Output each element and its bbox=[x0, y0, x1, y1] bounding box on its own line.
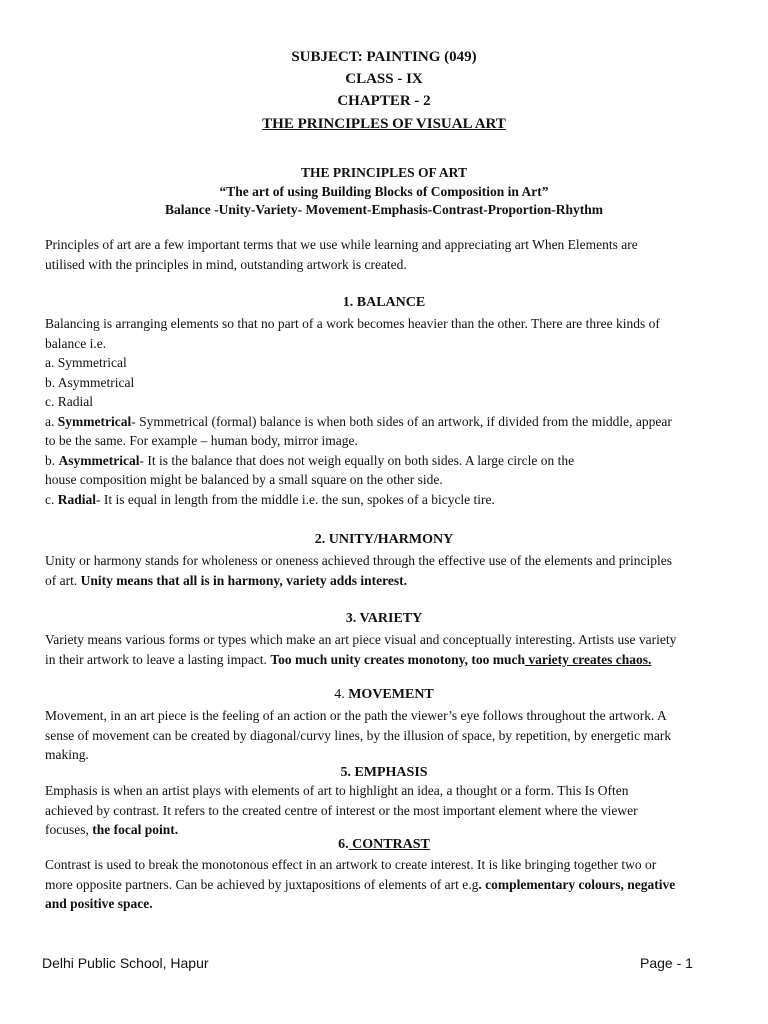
balance-item-a: a. Symmetrical bbox=[45, 355, 127, 370]
sym-prefix: a. bbox=[45, 413, 58, 429]
intro-line: Principles of art are a few important terms that we use while learning and appreciating art When Elements are bbox=[45, 237, 638, 252]
movement-line: sense of movement can be created by diagonal/curvy lines, by the illusion of space, by repetition, by energetic mark bbox=[45, 727, 672, 743]
unity-bold: Unity means that all is in harmony, variety adds interest. bbox=[80, 572, 407, 588]
radial-definition bbox=[45, 490, 725, 510]
unity-line: Unity or harmony stands for wholeness or oneness achieved through the effective use of the elements and principles bbox=[45, 553, 672, 568]
unity-line bbox=[45, 571, 725, 591]
principles-heading: THE PRINCIPLES OF ART bbox=[301, 165, 467, 180]
contrast-line bbox=[45, 875, 725, 895]
rad-text: - It is equal in length from the middle i.e. the sun, spokes of a bicycle tire. bbox=[96, 491, 495, 507]
balance-line: balance i.e. bbox=[45, 335, 107, 351]
symmetrical-definition-cont: to be the same. For example – human body, mirror image. bbox=[45, 433, 358, 448]
movement-heading bbox=[0, 685, 768, 705]
movement-line: making. bbox=[45, 747, 89, 762]
intro-paragraph bbox=[45, 235, 725, 274]
emphasis-line: Emphasis is when an artist plays with elements of art to highlight an idea, a thought or a form. This Is Often bbox=[45, 783, 629, 798]
variety-section bbox=[45, 630, 725, 669]
variety-plain: in their artwork to leave a lasting impact. bbox=[45, 651, 271, 667]
variety-bold-underlined: variety creates chaos. bbox=[524, 651, 652, 667]
footer-page-number: Page - 1 bbox=[640, 955, 693, 971]
unity-heading: 2. UNITY/HARMONY bbox=[314, 532, 454, 547]
principles-quote: “The art of using Building Blocks of Composition in Art” bbox=[219, 184, 549, 199]
page-title-text: THE PRINCIPLES OF VISUAL ART bbox=[262, 116, 506, 132]
footer-school: Delhi Public School, Hapur bbox=[42, 955, 209, 971]
contrast-bold: and positive space. bbox=[45, 896, 153, 911]
emphasis-bold: the focal point. bbox=[92, 822, 179, 837]
subject-heading: SUBJECT: PAINTING (049) bbox=[291, 49, 477, 65]
variety-bold: Too much unity creates monotony, too much bbox=[270, 651, 525, 667]
movement-section bbox=[45, 706, 725, 765]
contrast-line: Contrast is used to break the monotonous effect in an artwork to create interest. It is like bringing together two or bbox=[45, 857, 657, 872]
contrast-heading bbox=[0, 835, 768, 855]
balance-heading: 1. BALANCE bbox=[342, 295, 426, 310]
contrast-section bbox=[45, 855, 725, 914]
intro-line: utilised with the principles in mind, outstanding artwork is created. bbox=[45, 256, 407, 272]
balance-line: Balancing is arranging elements so that no part of a work becomes heavier than the other. There are three kinds of bbox=[45, 316, 660, 331]
asymmetrical-definition-cont: house composition might be balanced by a small square on the other side. bbox=[45, 472, 443, 487]
movement-num: 4. bbox=[334, 687, 349, 702]
asymmetrical-definition bbox=[45, 451, 725, 471]
contrast-line bbox=[45, 894, 725, 914]
balance-item-b: b. Asymmetrical bbox=[45, 374, 135, 390]
symmetrical-definition bbox=[45, 412, 725, 432]
page-title bbox=[0, 113, 768, 135]
asym-term: Asymmetrical bbox=[58, 452, 140, 468]
variety-line bbox=[45, 650, 725, 670]
sym-text: - Symmetrical (formal) balance is when both sides of an artwork, if divided from the middle, appear bbox=[131, 413, 672, 429]
contrast-word: CONTRAST bbox=[348, 837, 430, 852]
unity-plain: of art. bbox=[45, 572, 81, 588]
asym-prefix: b. bbox=[45, 452, 59, 468]
class-heading: CLASS - IX bbox=[345, 71, 423, 87]
emphasis-plain: focuses, bbox=[45, 822, 93, 837]
balance-item-c: c. Radial bbox=[45, 394, 93, 409]
asym-text: - It is the balance that does not weigh equally on both sides. A large circle on the bbox=[139, 452, 575, 468]
movement-line: Movement, in an art piece is the feeling of an action or the path the viewer’s eye follows throughout the artwork. A bbox=[45, 708, 667, 723]
rad-term: Radial bbox=[57, 491, 97, 507]
variety-line: Variety means various forms or types which make an art piece visual and conceptually interesting. Artists use variety bbox=[45, 632, 677, 647]
contrast-num: 6. bbox=[338, 837, 349, 852]
principles-list: Balance -Unity-Variety- Movement-Emphasis-Contrast-Proportion-Rhythm bbox=[165, 202, 603, 217]
emphasis-section bbox=[45, 781, 725, 840]
balance-section bbox=[45, 314, 725, 509]
sym-term: Symmetrical bbox=[57, 413, 132, 429]
unity-section bbox=[45, 551, 725, 590]
emphasis-heading: 5. EMPHASIS bbox=[340, 765, 428, 780]
variety-heading: 3. VARIETY bbox=[345, 611, 423, 626]
rad-prefix: c. bbox=[45, 491, 58, 507]
contrast-plain: more opposite partners. Can be achieved by juxtapositions of elements of art e.g bbox=[45, 876, 479, 892]
contrast-bold: . complementary colours, negative bbox=[478, 876, 676, 892]
movement-word: MOVEMENT bbox=[348, 687, 434, 702]
emphasis-line: achieved by contrast. It refers to the created centre of interest or the most important element where the viewer bbox=[45, 802, 638, 818]
chapter-heading: CHAPTER - 2 bbox=[337, 93, 431, 109]
